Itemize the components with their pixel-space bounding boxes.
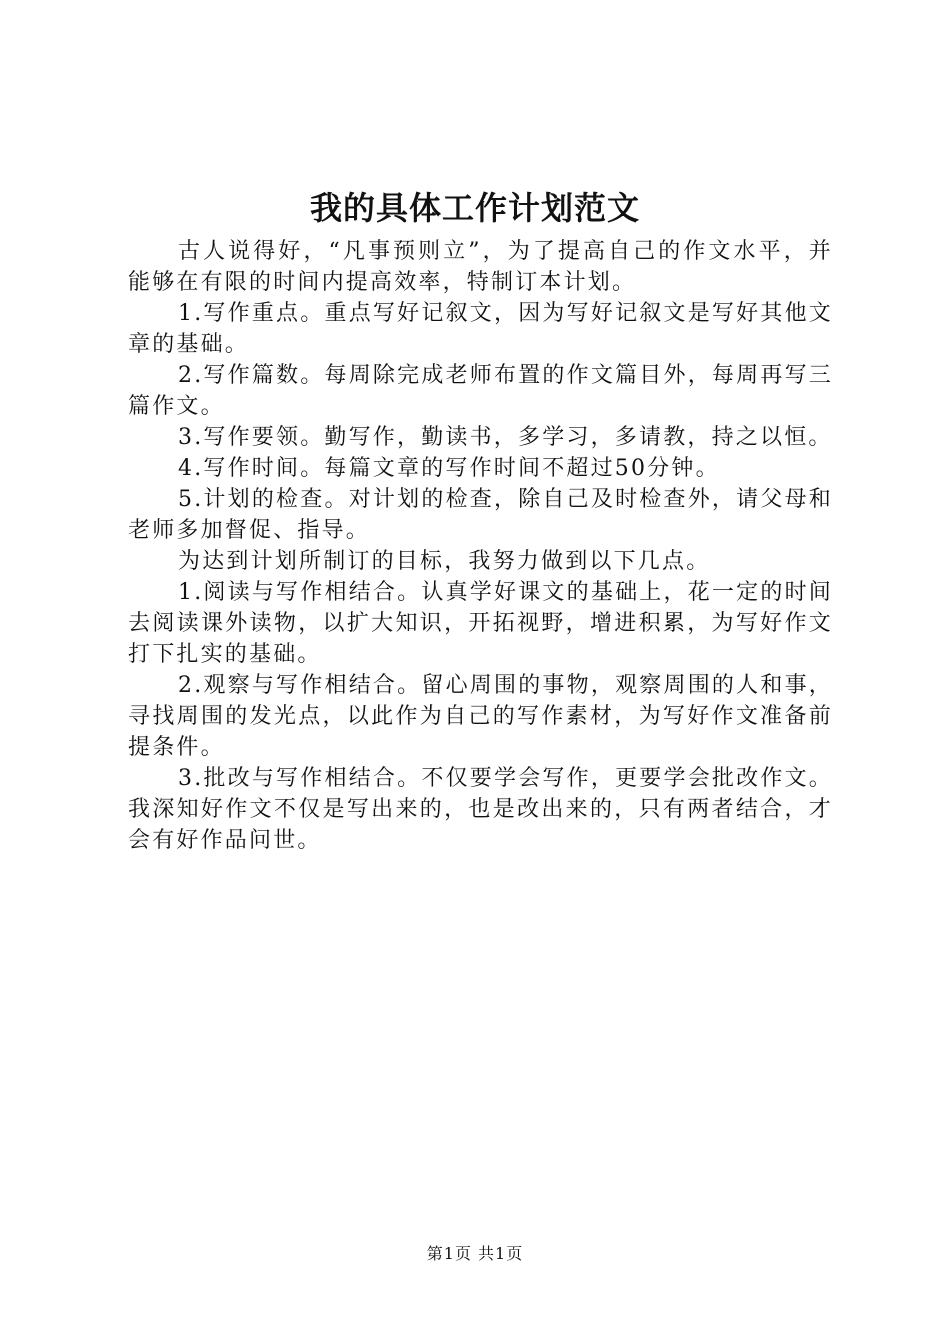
paragraph-revision-writing: 3.批改与写作相结合。不仅要学会写作，更要学会批改作文。我深知好作文不仅是写出来的，也是改出来的，只有两者结合，才会有好作品问世。 — [128, 766, 833, 853]
paragraph-writing-time: 4.写作时间。每篇文章的写作时间不超过50分钟。 — [178, 456, 720, 481]
paragraph-writing-count: 2.写作篇数。每周除完成老师布置的作文篇目外，每周再写三篇作文。 — [128, 363, 833, 419]
paragraph-goal-intro: 为达到计划所制订的目标，我努力做到以下几点。 — [178, 549, 711, 574]
paragraph-intro: 古人说得好，“凡事预则立”，为了提高自己的作文水平，并能够在有限的时间内提高效率，特制订本计划。 — [128, 239, 833, 295]
document-body — [128, 236, 833, 856]
paragraph-writing-essentials: 3.写作要领。勤写作，勤读书，多学习，多请教，持之以恒。 — [178, 425, 833, 450]
page-footer: 第1页 共1页 — [426, 1244, 524, 1263]
document-title: 我的具体工作计划范文 — [309, 189, 640, 227]
paragraph-plan-check: 5.计划的检查。对计划的检查，除自己及时检查外，请父母和老师多加督促、指导。 — [128, 487, 833, 543]
paragraph-observation-writing: 2.观察与写作相结合。留心周围的事物，观察周围的人和事，寻找周围的发光点，以此作为自己的写作素材，为写好作文准备前提条件。 — [128, 673, 833, 760]
paragraph-reading-writing: 1.阅读与写作相结合。认真学好课文的基础上，花一定的时间去阅读课外读物，以扩大知识，开拓视野，增进积累，为写好作文打下扎实的基础。 — [128, 580, 833, 667]
paragraph-writing-focus: 1.写作重点。重点写好记叙文，因为写好记叙文是写好其他文章的基础。 — [128, 301, 833, 357]
